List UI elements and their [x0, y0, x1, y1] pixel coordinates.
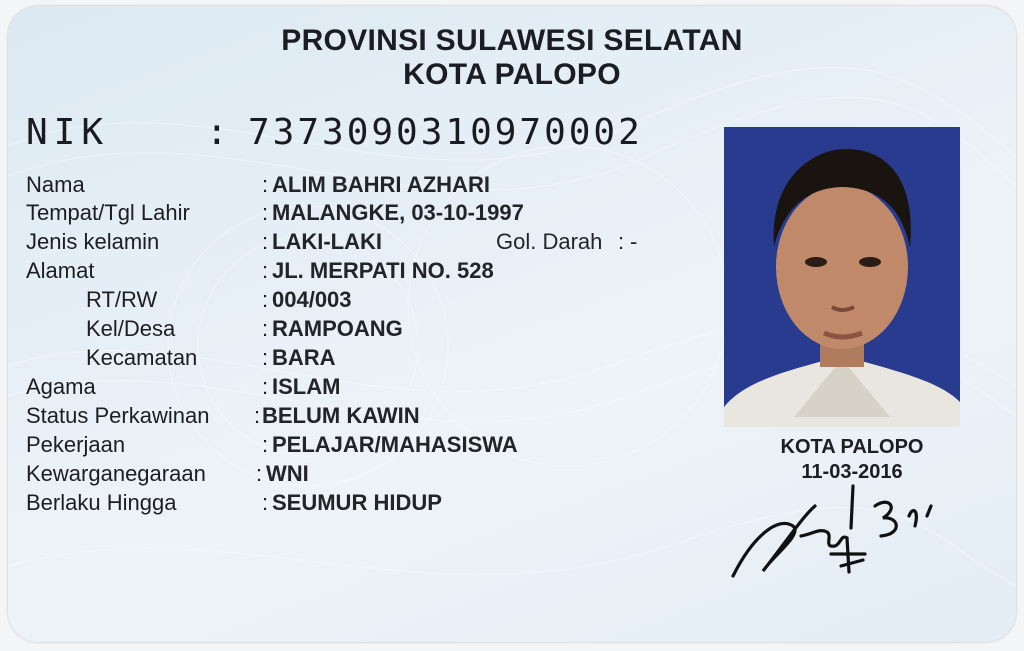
nik-colon: :	[206, 112, 228, 153]
field-value: ISLAM	[272, 374, 341, 399]
city-title: KOTA PALOPO	[403, 58, 621, 91]
field-colon: :	[262, 258, 269, 283]
field-value: BARA	[272, 345, 336, 370]
field-value: BELUM KAWIN	[262, 403, 420, 428]
field-label: Status Perkawinan	[26, 403, 210, 428]
field-value: MALANGKE, 03-10-1997	[272, 200, 524, 225]
field-row-agama	[8, 374, 708, 402]
field-label: Pekerjaan	[26, 432, 126, 457]
field-row-alamat	[8, 258, 708, 286]
field-colon: :	[262, 345, 269, 370]
field-label: Tempat/Tgl Lahir	[26, 200, 190, 225]
field-colon: :	[262, 490, 269, 515]
field-colon: :	[262, 374, 269, 399]
field-colon: :	[256, 461, 263, 486]
field-colon: :	[262, 172, 269, 197]
field-value: ALIM BAHRI AZHARI	[272, 172, 490, 197]
field-label: Nama	[26, 172, 85, 197]
nik-label: NIK	[26, 112, 110, 153]
field-label: Kewarganegaraan	[26, 461, 206, 486]
portrait-illustration	[724, 127, 960, 427]
field-value: SEUMUR HIDUP	[272, 490, 442, 515]
field-row-kel-desa	[8, 316, 708, 344]
id-card	[8, 6, 1016, 642]
field-value: PELAJAR/MAHASISWA	[272, 432, 518, 457]
field-value: 004/003	[272, 287, 352, 312]
field-label: Kecamatan	[86, 345, 198, 370]
issue-date: 11-03-2016	[801, 461, 903, 483]
field-row-nama	[8, 172, 708, 200]
blood-type-value: -	[630, 229, 638, 254]
blood-type-row	[496, 229, 696, 257]
holder-photo	[724, 127, 960, 427]
field-colon: :	[254, 403, 261, 428]
signature	[723, 476, 963, 596]
field-row-berlaku-hingga	[8, 490, 708, 518]
field-value: JL. MERPATI NO. 528	[272, 258, 494, 283]
field-label: RT/RW	[86, 287, 158, 312]
field-value: RAMPOANG	[272, 316, 403, 341]
field-row-pekerjaan	[8, 432, 708, 460]
field-colon: :	[262, 229, 269, 254]
field-label: Berlaku Hingga	[26, 490, 177, 515]
field-row-rt-rw	[8, 287, 708, 315]
field-row-kecamatan	[8, 345, 708, 373]
field-colon: :	[262, 287, 269, 312]
field-colon: :	[262, 200, 269, 225]
blood-type-label: Gol. Darah	[496, 229, 603, 254]
blood-type-colon: :	[618, 229, 625, 254]
field-label: Alamat	[26, 258, 95, 283]
nik-number: 7373090310970002	[248, 112, 643, 153]
field-row-tempat-tgl-lahir	[8, 200, 708, 228]
field-label: Agama	[26, 374, 96, 399]
field-colon: :	[262, 432, 269, 457]
field-row-status-perkawinan	[8, 403, 708, 431]
issue-place: KOTA PALOPO	[780, 436, 924, 458]
field-value: LAKI-LAKI	[272, 229, 382, 254]
province-title: PROVINSI SULAWESI SELATAN	[281, 24, 743, 57]
field-value: WNI	[266, 461, 309, 486]
field-colon: :	[262, 316, 269, 341]
field-label: Kel/Desa	[86, 316, 176, 341]
field-row-kewarganegaraan	[8, 461, 708, 489]
field-label: Jenis kelamin	[26, 229, 160, 254]
